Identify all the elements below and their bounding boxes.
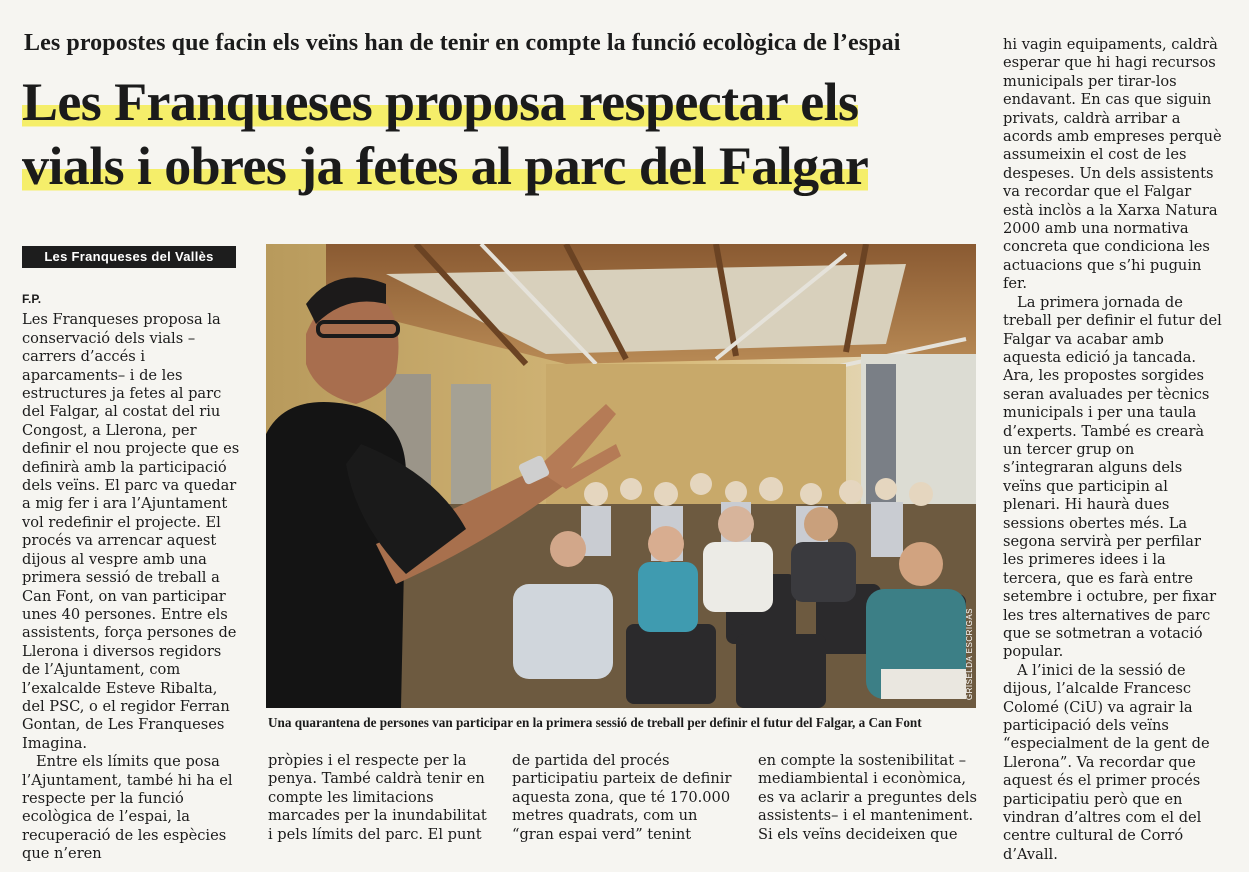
article-column-5 [1003,36,1225,864]
kicker: Les propostes que facin els veïns han de tenir en compte la funció ecològica de l’espai [24,30,901,56]
article-column-3 [512,752,740,844]
paragraph: Entre els límits que posa l’Ajuntament, també hi ha el respecte per la funció ecològica de l’espai, la recuperació de les espècies que n’eren [22,753,233,863]
meeting-photo-image [266,244,976,708]
paragraph: hi vagin equipaments, caldrà esperar que hi hagi recursos municipals per tirar-los endavant. En cas que siguin privats, caldrà arribar a acords amb empreses perquè assumeixin el cost de les despeses. Un dels assistents va recordar que el Falgar està inclòs a la Xarxa Natura 2000 amb una normativa concreta que condiciona les actuacions que s’hi puguin fer. [1003,36,1222,293]
article-column-1 [22,290,242,864]
meeting-photo [266,244,976,708]
article-column-2 [268,752,493,844]
paragraph: Les Franqueses proposa la conservació dels vials –carrers d’accés i aparcaments– i de les estructures ja fetes al parc del Falgar, al costat del riu Congost, a Llerona, per definir el nou projecte que es definirà amb la participació dels veïns. El parc va quedar a mig fer i ara l’Ajuntament vol redefinir el projecte. El procés va arrencar aquest dijous al vespre amb una primera sessió de treball a Can Font, on van participar unes 40 persones. Entre els assistents, força persones de Llerona i diversos regidors de l’Ajuntament, com l’exalcalde Esteve Ribalta, del PSC, o el regidor Ferran Gontan, de Les Franqueses Imagina. [22,311,240,752]
paragraph: pròpies i el respecte per la penya. També caldrà tenir en compte les limitacions marcades per la inundabilitat i pels límits del parc. El punt [268,752,487,843]
paragraph: en compte la sostenibilitat –mediambiental i econòmica, es va aclarir a preguntes dels assistents– i el manteniment. Si els veïns decideixen que [758,752,978,843]
photo-caption: Una quarantena de persones van participar en la primera sessió de treball per definir el futur del Falgar, a Can Font [268,715,922,730]
headline-line-2: vials i obres ja fetes al parc del Falgar [22,136,869,196]
headline-line-1: Les Franqueses proposa respectar els [22,72,859,132]
paragraph: de partida del procés participatiu parteix de definir aquesta zona, que té 170.000 metres quadrats, com un “gran espai verd” tenint [512,752,732,843]
paragraph: La primera jornada de treball per definir el futur del Falgar va acabar amb aquesta edició ja tancada. Ara, les propostes sorgides seran avaluades per tècnics municipals i per una taula d’experts. També es crearà un tercer grup on s’integraran alguns dels veïns que participin al plenari. Hi haurà dues sessions obertes més. La segona servirà per perfilar les primeres idees i la tercera, que es farà entre setembre i octubre, per fixar les tres alternatives de parc que se sotmetran a votació popular. [1003,293,1222,661]
photo-credit: GRISELDA ESCRIGAS [965,607,974,700]
headline [22,70,1002,198]
article-column-4 [758,752,980,844]
section-tag: Les Franqueses del Vallès [22,246,236,268]
byline: F.P. [22,292,42,306]
paragraph: A l’inici de la sessió de dijous, l’alcalde Francesc Colomé (CiU) va agrair la participació dels veïns “especialment de la gent de Llerona”. Va recordar que aquest és el primer procés participatiu però que en vindran d’altres com el del centre cultural de Corró d’Avall. [1003,661,1210,863]
